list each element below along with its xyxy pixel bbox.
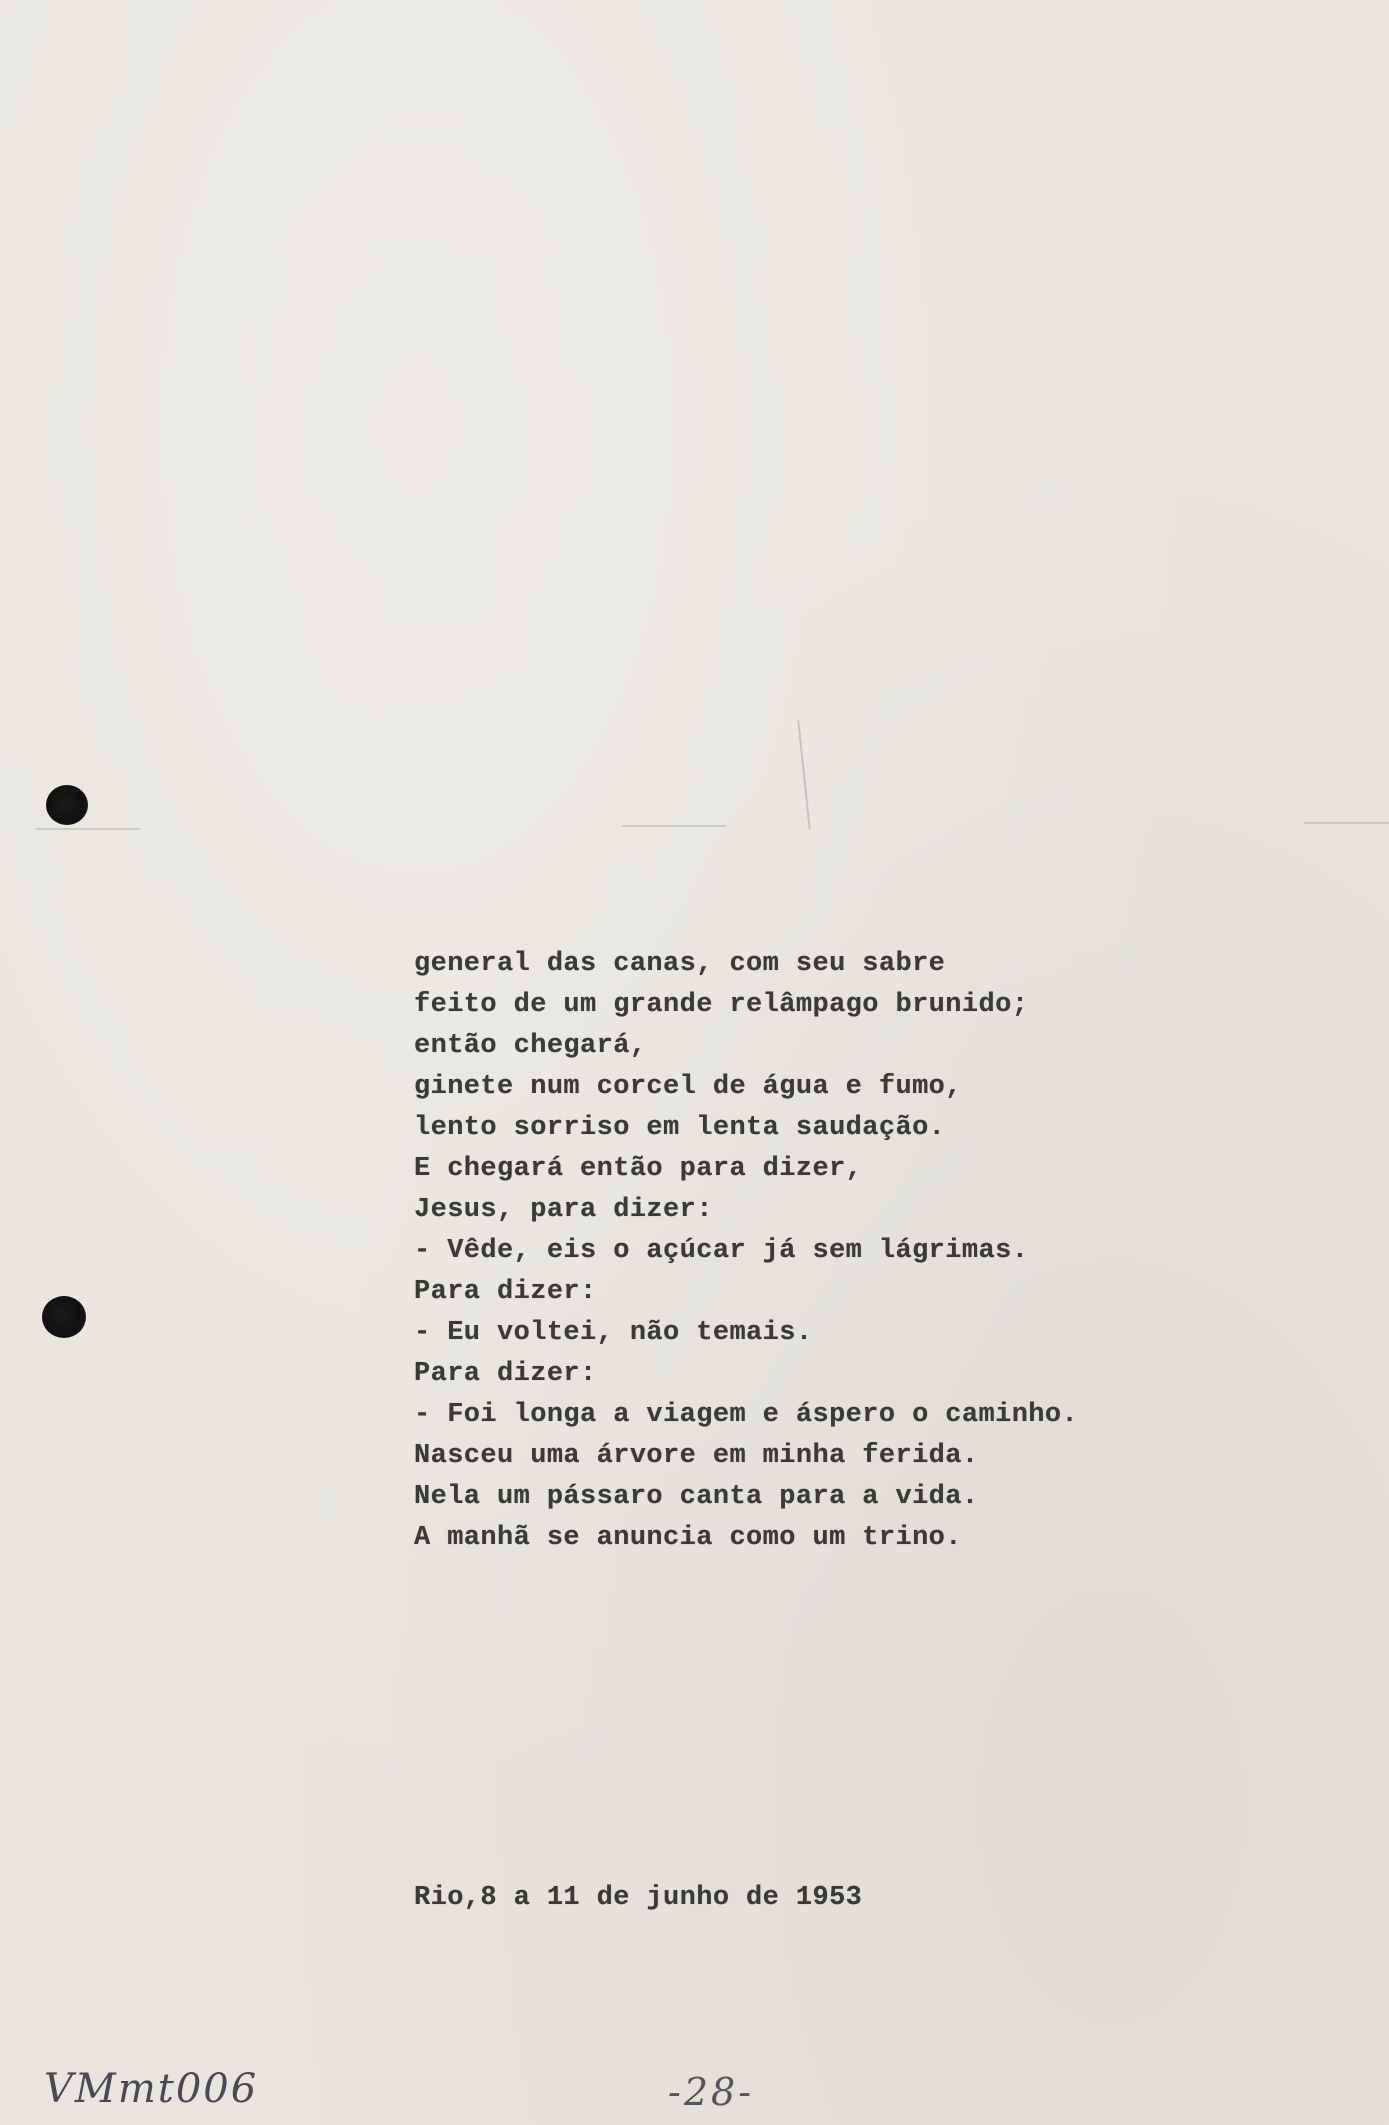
poem-line: Nela um pássaro canta para a vida.: [414, 1482, 979, 1512]
archive-reference: VMmt006: [44, 2066, 259, 2112]
punch-hole-top: [46, 785, 88, 825]
poem-line: lento sorriso em lenta saudação.: [414, 1113, 946, 1143]
fold-mark-left: [36, 828, 140, 830]
poem-line: E chegará então para dizer,: [414, 1154, 863, 1184]
poem-line: A manhã se anuncia como um trino.: [414, 1523, 962, 1553]
punch-hole-bottom: [42, 1296, 86, 1338]
poem-line: - Eu voltei, não temais.: [414, 1318, 813, 1348]
poem-line: - Vêde, eis o açúcar já sem lágrimas.: [414, 1236, 1029, 1266]
poem-line: ginete num corcel de água e fumo,: [414, 1072, 962, 1102]
poem-line: general das canas, com seu sabre: [414, 949, 946, 979]
poem-line: Nasceu uma árvore em minha ferida.: [414, 1441, 979, 1471]
poem-line: Jesus, para dizer:: [414, 1195, 713, 1225]
poem-line: Para dizer:: [414, 1359, 597, 1389]
poem-line: então chegará,: [414, 1031, 647, 1061]
poem-line: Para dizer:: [414, 1277, 597, 1307]
dateline: Rio,8 a 11 de junho de 1953: [414, 1883, 863, 1913]
poem-line: feito de um grande relâmpago brunido;: [414, 990, 1029, 1020]
poem-text: [414, 944, 1078, 1559]
poem-line: - Foi longa a viagem e áspero o caminho.: [414, 1400, 1079, 1430]
page-number: -28-: [668, 2070, 755, 2114]
fold-mark-right: [1304, 822, 1389, 824]
paper-crease: [797, 720, 810, 830]
fold-mark-middle: [622, 825, 726, 827]
